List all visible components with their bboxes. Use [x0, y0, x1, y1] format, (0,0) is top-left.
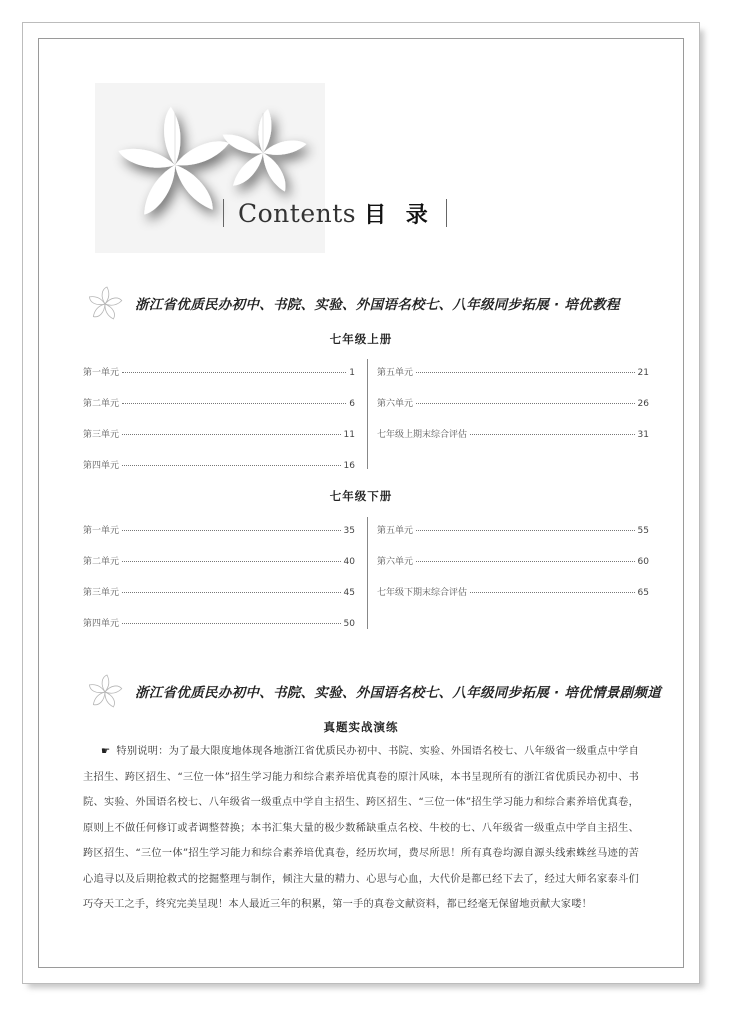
document-page [22, 22, 700, 984]
toc-entry[interactable]: 第二单元 6 [83, 399, 355, 409]
contents-chinese: 目 录 [364, 201, 434, 228]
toc-entry[interactable]: 第三单元 11 [83, 430, 355, 440]
heading-bar-left [223, 199, 224, 227]
subtitle-grade7-vol2: 七年级下册 [329, 489, 393, 503]
flower-decoration-icon [95, 83, 325, 253]
contents-english: Contents [238, 198, 357, 228]
pointing-hand-icon: ☛ [101, 746, 111, 757]
toc-lower-right [377, 519, 649, 629]
contents-heading [223, 199, 447, 227]
toc-entry[interactable]: 第二单元 40 [83, 557, 355, 567]
section2-title: 浙江省优质民办初中、书院、实验、外国语名校七、八年级同步拓展 · 培优情景剧频道 [135, 685, 662, 701]
toc-entry[interactable]: 第四单元 50 [83, 619, 355, 629]
toc-entry[interactable]: 第六单元 26 [377, 399, 649, 409]
toc-entry[interactable]: 第一单元 35 [83, 526, 355, 536]
toc-upper-left [83, 361, 355, 471]
subtitle-real-exam: 真题实战演练 [323, 720, 399, 734]
section2-header [85, 673, 661, 709]
special-note-paragraph [83, 739, 639, 918]
toc-entry[interactable]: 第五单元 55 [377, 526, 649, 536]
toc-upper-right [377, 361, 649, 471]
toc-entry[interactable]: 第五单元 21 [377, 368, 649, 378]
section1-header [85, 285, 620, 321]
heading-bar-right [446, 199, 447, 227]
small-flower-icon [85, 285, 125, 321]
column-divider [367, 517, 368, 629]
toc-entry[interactable]: 第一单元 1 [83, 368, 355, 378]
toc-entry[interactable]: 第三单元 45 [83, 588, 355, 598]
subtitle-grade7-vol1: 七年级上册 [329, 332, 393, 346]
toc-entry[interactable]: 七年级下期末综合评估 65 [377, 588, 649, 598]
section1-title: 浙江省优质民办初中、书院、实验、外国语名校七、八年级同步拓展 · 培优教程 [135, 297, 620, 313]
special-note-text: 特别说明：为了最大限度地体现各地浙江省优质民办初中、书院、实验、外国语名校七、八年级省一级重点中学自主招生、跨区招生、“三位一体”招生学习能力和综合素养培优真卷的原汁风味，本书呈现所有的浙江省优质民办初中、书院、实验、外国语名校七、八年级省一级重点中学自主招生、跨区招生、“三位一体”招生学习能力和综合素养培优真卷，原则上不做任何修订或者调整替换；本书汇集大量的极少数稀缺重点名校、牛校的七、八年级省一级重点中学自主招生、跨区招生、“三位一体”招生学习能力和综合素养培优真卷，经历坎坷，费尽所思！所有真卷均源自源头线索蛛丝马迹的苦心追寻以及后期抢救式的挖掘整理与制作，倾注大量的精力、心思与心血，大代价是都已经下去了，经过大师名家泰斗们巧夺天工之手，终究完美呈现！本人最近三年的积累，第一手的真卷文献资料，都已经毫无保留地贡献大家喽！ [83, 746, 639, 910]
small-flower-icon [85, 673, 125, 709]
toc-entry[interactable]: 第四单元 16 [83, 461, 355, 471]
toc-entry[interactable]: 第六单元 60 [377, 557, 649, 567]
toc-lower-left [83, 519, 355, 629]
column-divider [367, 359, 368, 469]
toc-entry[interactable]: 七年级上期末综合评估 31 [377, 430, 649, 440]
